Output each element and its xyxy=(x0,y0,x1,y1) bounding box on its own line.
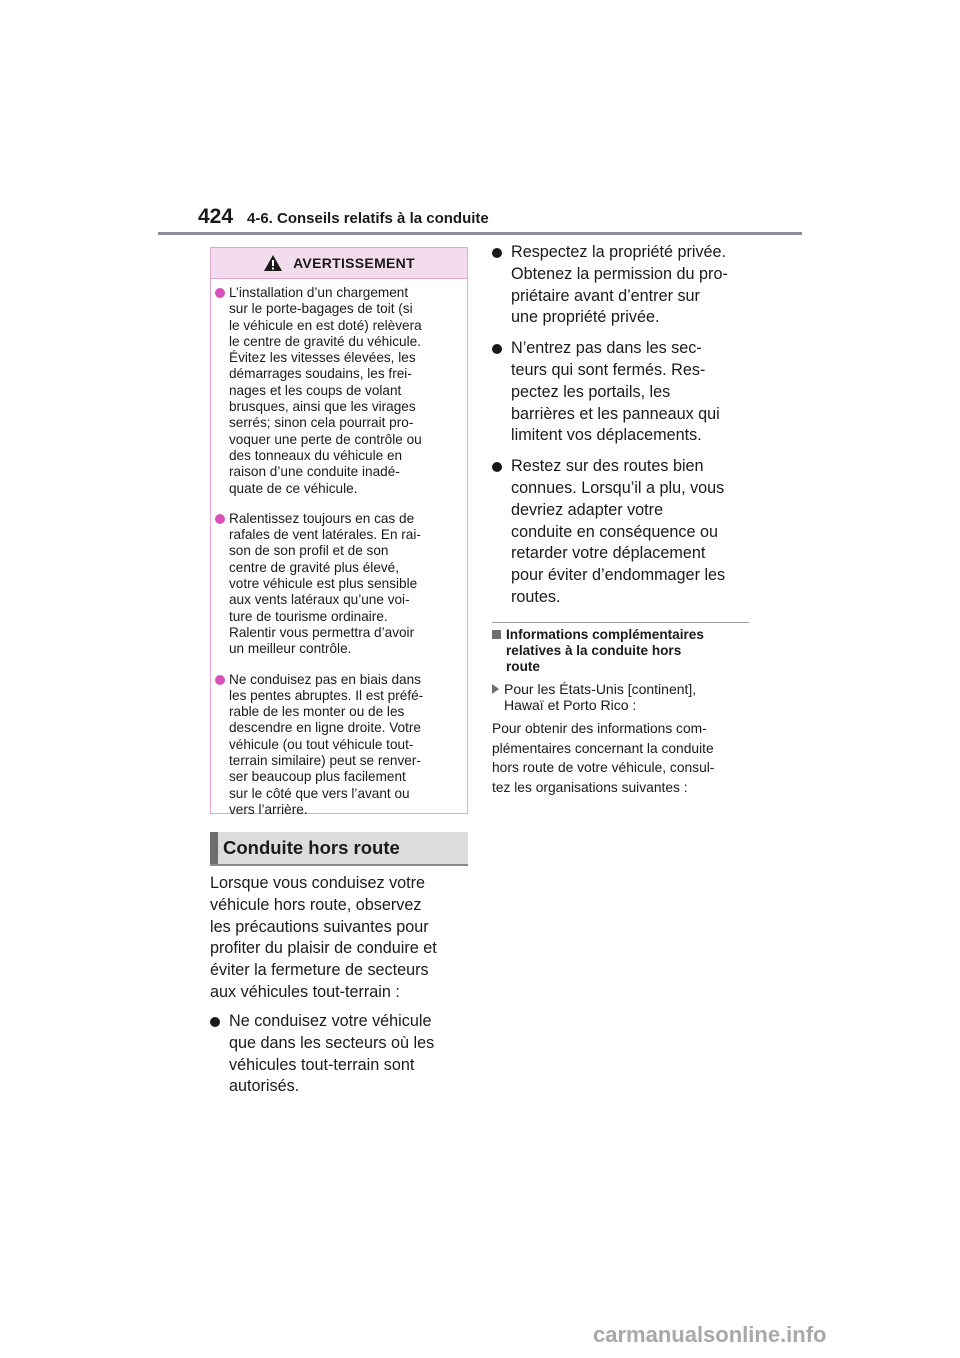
bullet-icon xyxy=(215,288,225,298)
section-heading-text: Conduite hors route xyxy=(223,837,400,858)
bullet-icon xyxy=(215,675,225,685)
triangle-right-icon xyxy=(492,684,499,694)
bullet-icon xyxy=(492,462,502,472)
info-paragraph: Pour obtenir des informations com- plémentaires concernant la conduite hors route de votre véhicule, consul- tez les organisations suivantes : xyxy=(492,721,715,795)
list-item xyxy=(210,1011,472,1098)
warning-box xyxy=(210,247,468,817)
list-item xyxy=(492,456,754,609)
warning-item xyxy=(215,285,461,497)
info-subheading xyxy=(492,681,752,713)
info-subheading-text: Pour les États-Unis [continent], Hawaï et Porto Rico : xyxy=(504,681,697,713)
list-item-text: Respectez la propriété privée. Obtenez la permission du pro- priétaire avant d’entrer sur une propriété privée. xyxy=(511,243,728,327)
warning-item-text: Ralentissez toujours en cas de rafales de vent latérales. En rai- son de son profil et de son centre de gravité plus élevé, votre véhicule est plus sensible aux vents latéraux qu’une voi- ture de tourisme ordinaire. Ralentir vous permettra d’avoir un meilleur contrôle. xyxy=(229,510,421,657)
heading-accent-bar xyxy=(210,832,218,864)
list-item xyxy=(492,338,754,447)
intro-paragraph: Lorsque vous conduisez votre véhicule hors route, observez les précautions suivantes pour profiter du plaisir de conduire et éviter la fermeture de secteurs aux véhicules tout-terrain : xyxy=(210,874,437,1001)
page-header xyxy=(198,205,802,235)
list-item-text: N’entrez pas dans les sec- teurs qui sont fermés. Res- pectez les portails, les barrières et les panneaux qui limitent vos déplacements. xyxy=(511,339,720,445)
page-number: 424 xyxy=(198,205,234,228)
watermark: carmanualsonline.info xyxy=(593,1322,827,1347)
list-item-text: Ne conduisez votre véhicule que dans les secteurs où les véhicules tout-terrain sont autorisés. xyxy=(229,1012,435,1096)
warning-item-text: Ne conduisez pas en biais dans les pentes abruptes. Il est préfé- rable de les monter ou de les descendre en ligne droite. Votre véhicule (ou tout véhicule tout- terrain similaire) peut se renver- ser beaucoup plus facilement sur le côté que vers l’avant ou vers l’arrière. xyxy=(229,671,424,817)
bullet-list-left xyxy=(210,1011,472,1098)
warning-triangle-icon xyxy=(263,254,283,272)
square-bullet-icon xyxy=(492,630,501,639)
section-title: 4-6. Conseils relatifs à la conduite xyxy=(247,210,489,227)
list-item xyxy=(492,242,754,329)
header-rule xyxy=(158,232,802,235)
bullet-icon xyxy=(492,248,502,258)
warning-item-text: L’installation d’un chargement sur le porte-bagages de toit (si le véhicule en est doté) relèvera le centre de gravité du véhicule. Évitez les vitesses élevées, les démarrages soudains, les frei- nages et les coups de volant brusques, ainsi que les virages serrés; sinon cela pourrait pro- voquer une perte de contrôle ou des tonneaux du véhicule en raison d’une conduite inadé- quate de ce véhicule. xyxy=(229,285,422,496)
warning-item xyxy=(215,672,461,819)
warning-item xyxy=(215,511,461,658)
warning-header xyxy=(211,248,467,279)
bullet-list-right xyxy=(492,242,754,618)
info-heading-text: Informations complémentaires relatives à la conduite hors route xyxy=(506,627,704,674)
list-item-text: Restez sur des routes bien connues. Lorsqu’il a plu, vous devriez adapter votre conduite en conséquence ou retarder votre déplacement pour éviter d’endommager les routes. xyxy=(511,457,726,606)
bullet-icon xyxy=(492,344,502,354)
bullet-icon xyxy=(210,1017,220,1027)
warning-title: AVERTISSEMENT xyxy=(293,255,415,271)
section-heading xyxy=(210,832,468,866)
bullet-icon xyxy=(215,514,225,524)
info-heading xyxy=(492,627,752,675)
info-divider xyxy=(492,622,749,623)
